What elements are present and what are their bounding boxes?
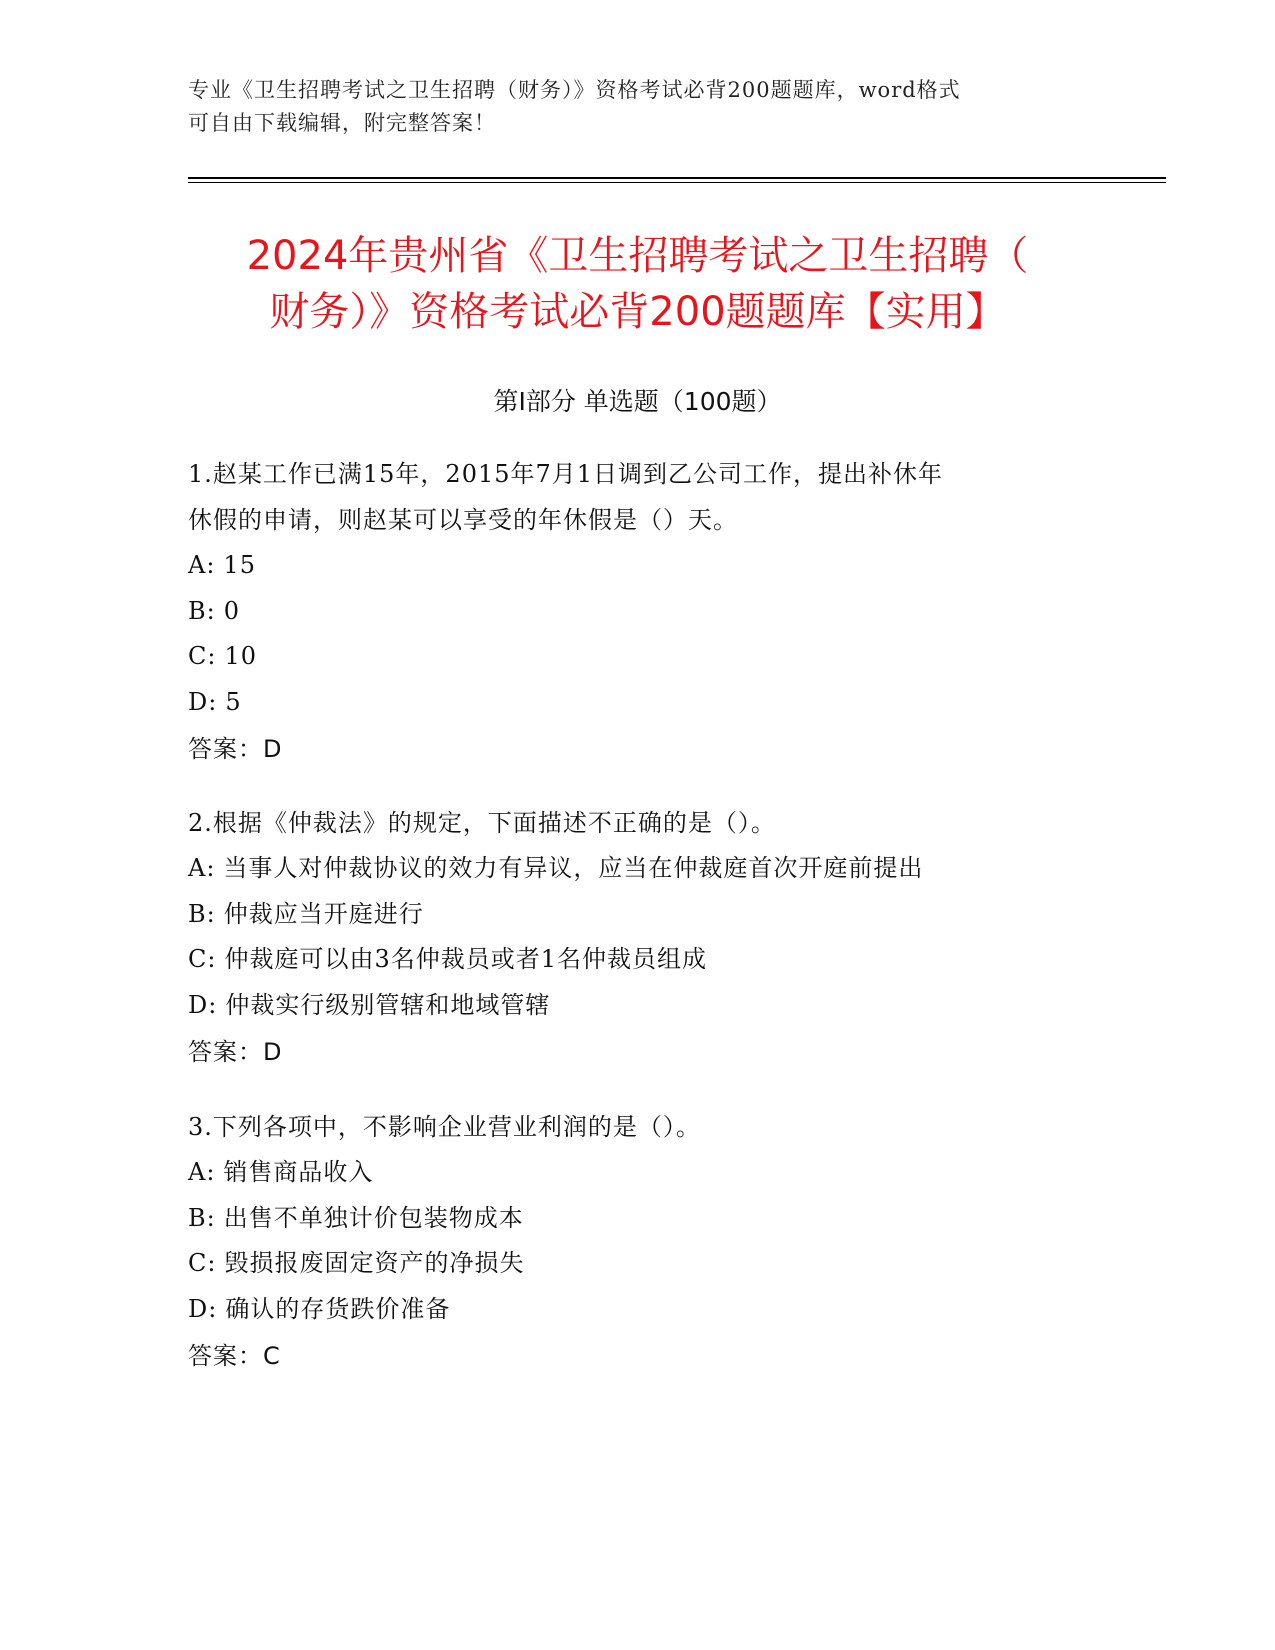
- answer: 答案：D: [188, 735, 283, 763]
- option-c: [188, 937, 1088, 983]
- option-text: 出售不单独计价包装物成本: [223, 1203, 524, 1232]
- document-title: [160, 228, 1115, 340]
- option-label: B:: [188, 1203, 216, 1232]
- option-a: [188, 543, 1088, 589]
- option-d: [188, 983, 1088, 1029]
- question-stem-line2: 休假的申请，则赵某可以享受的年休假是（）天。: [188, 506, 738, 534]
- document-title-line2: 财务）》资格考试必背200题题库【实用】: [269, 289, 1006, 335]
- option-label: C:: [188, 945, 217, 973]
- option-text: 仲裁实行级别管辖和地域管辖: [225, 990, 551, 1019]
- option-text: 确认的存货跌价准备: [225, 1294, 451, 1323]
- option-label: A:: [188, 854, 216, 882]
- option-text: 销售商品收入: [223, 1158, 374, 1186]
- option-label: D:: [188, 990, 218, 1019]
- option-text: 仲裁庭可以由3名仲裁员或者1名仲裁员组成: [224, 945, 707, 973]
- option-label: C:: [188, 1249, 217, 1277]
- option-d: [188, 1287, 1088, 1333]
- option-text: 仲裁应当开庭进行: [223, 899, 424, 928]
- option-label: B:: [188, 899, 216, 928]
- option-b: [188, 892, 1088, 938]
- question-stem-line1: 2.根据《仲裁法》的规定，下面描述不正确的是（）。: [188, 809, 776, 837]
- option-c: [188, 1241, 1088, 1287]
- option-text: 10: [224, 642, 257, 670]
- option-label: D:: [188, 687, 218, 716]
- header-divider-thin: [188, 182, 1166, 183]
- option-a: [188, 1150, 1088, 1196]
- document-title-line1: 2024年贵州省《卫生招聘考试之卫生招聘（: [246, 233, 1029, 279]
- option-label: C:: [188, 642, 217, 670]
- question-1: [188, 451, 1088, 772]
- question-stem-line1: 3.下列各项中，不影响企业营业利润的是（）。: [188, 1113, 701, 1141]
- section-heading: 第Ⅰ部分 单选题（100题）: [493, 387, 782, 416]
- question-2: [188, 800, 1088, 1075]
- option-text: 15: [223, 551, 256, 579]
- question-stem-line1: 1.赵某工作已满15年，2015年7月1日调到乙公司工作，提出补休年: [188, 460, 944, 488]
- option-text: 毁损报废固定资产的净损失: [224, 1249, 525, 1277]
- option-a: [188, 846, 1088, 892]
- header-divider-thick: [188, 177, 1166, 179]
- question-3: [188, 1104, 1088, 1379]
- option-c: [188, 634, 1088, 680]
- option-label: B:: [188, 596, 216, 625]
- answer: 答案：C: [188, 1342, 281, 1370]
- option-label: A:: [188, 551, 216, 579]
- option-text: 0: [223, 596, 241, 625]
- option-b: [188, 1196, 1088, 1242]
- header-note-line1: 专业《卫生招聘考试之卫生招聘（财务）》资格考试必背200题题库，word格式: [188, 78, 961, 102]
- option-b: [188, 589, 1088, 635]
- option-text: 当事人对仲裁协议的效力有异议，应当在仲裁庭首次开庭前提出: [223, 854, 924, 882]
- option-d: [188, 680, 1088, 726]
- header-note-line2: 可自由下载编辑，附完整答案！: [188, 111, 496, 135]
- answer: 答案：D: [188, 1038, 283, 1066]
- option-text: 5: [225, 687, 242, 716]
- header-note: [188, 74, 1088, 140]
- option-label: D:: [188, 1294, 218, 1323]
- option-label: A:: [188, 1158, 216, 1186]
